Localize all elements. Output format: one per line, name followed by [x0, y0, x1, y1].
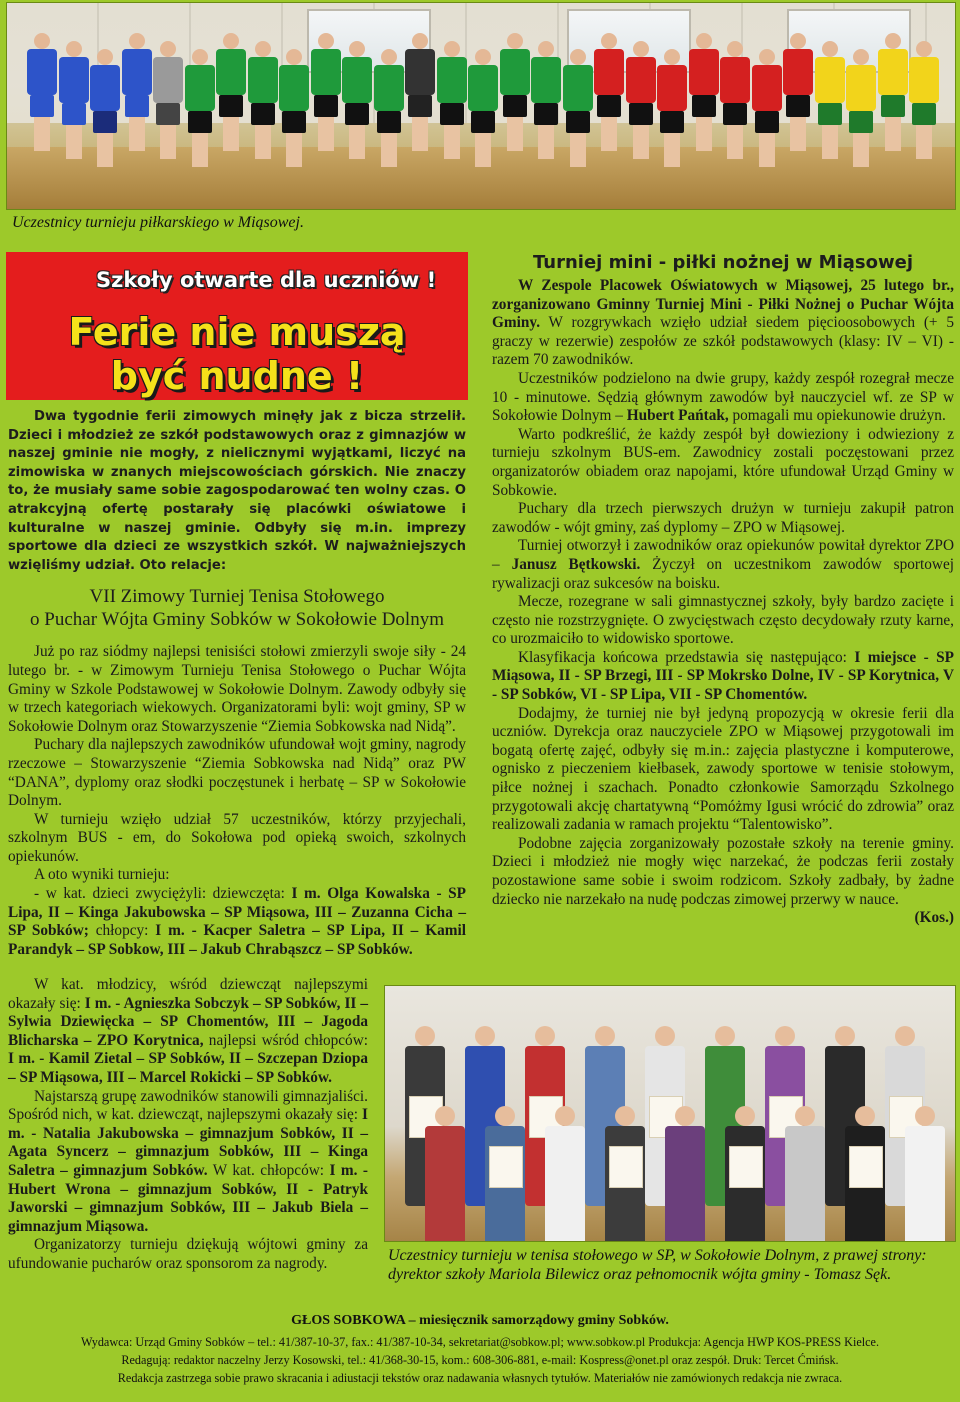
player-figure	[468, 49, 498, 167]
lead-paragraph: Dwa tygodnie ferii zimowych minęły jak z bicza strzelił. Dzieci i młodzież ze szkół podstawowych oraz z gimnazjów w naszej gminie nie mogły, z nielicznymi wyjątkami, liczyć na zimowiska w znanych miejscowościach górskich. Nie znaczy to, że musiały same sobie zagospodarować ten wolny czas. O atrakcyjną ofertę postarały się placówki oświatowe i kulturalne w naszej gminie. Odbyły się m.in. imprezy sportowe dla dzieci ze wszystkich szkół. W najważniejszych wzięliśmy udział. Oto relacje:	[8, 409, 466, 573]
tennis-participants-photo	[384, 985, 956, 1242]
player-figure	[122, 33, 152, 151]
tennis-results-children: - w kat. dzieci zwyciężyli: dziewczęta: I m. Olga Kowalska - SP Lipa, II – Kinga Jakubowska – SP Miąsowa, III – Zuzanna Cicha – SP Sobków; chłopcy: I m. - Kacper Saletra – SP Lipa, II – Kamil Parandyk – SP Sobkow, III – Jakub Chrabąszcz – SP Sobków.	[8, 885, 466, 958]
football-paragraph: Warto podkreślić, że każdy zespół był dowieziony i odwieziony z turnieju szkolnym BUS-em. Zawodnicy zostali poczęstowani przez organizatorów obiadem oraz napojami, które ufundował Urząd Gminy w Sobkowie.	[492, 425, 954, 499]
football-team-photo	[6, 2, 956, 210]
author-signature: (Kos.)	[914, 909, 954, 927]
player-figure	[437, 41, 467, 159]
football-paragraph: Puchary dla trzech pierwszych drużyn w turnieju zakupił patron zawodów - wójt gminy, zaś dyplomy – ZPO w Miąsowej.	[492, 500, 954, 536]
participant-figure	[425, 1106, 465, 1242]
player-figure	[311, 33, 341, 151]
player-figure	[531, 41, 561, 159]
football-title: Turniej mini - piłki nożnej w Miąsowej	[532, 252, 913, 273]
football-results: Klasyfikacja końcowa przedstawia się następująco: I miejsce - SP Miąsowa, II - SP Brzegi, III - SP Mokrsko Dolne, IV - SP Korytnica, V - SP Sobków, VI - SP Lipa, VII - SP Chomentów.	[492, 648, 954, 704]
player-figure	[594, 33, 624, 151]
player-figure	[90, 49, 120, 167]
publisher-line: Wydawca: Urząd Gminy Sobków – tel.: 41/387-10-37, fax.: 41/387-10-34, sekretariat@sobkow.pl; www.sobkow.pl Produkcja: Agencja HWP KOS-PRESS Kielce.	[80, 1335, 880, 1349]
diploma	[489, 1146, 523, 1188]
player-figure	[216, 33, 246, 151]
player-figure	[626, 41, 656, 159]
headline-title-line1: Ferie nie muszą	[68, 310, 406, 354]
player-figure	[27, 33, 57, 151]
tennis-title-line2: o Puchar Wójta Gminy Sobków w Sokołowie Dolnym	[30, 609, 444, 631]
player-figure	[783, 33, 813, 151]
player-figure	[909, 41, 939, 159]
player-figure	[563, 49, 593, 167]
tennis-paragraph: A oto wyniki turnieju:	[34, 866, 170, 884]
tennis-results-gymnasium: Najstarszą grupę zawodników stanowili gimnazjaliści. Spośród nich, w kat. dziewcząt, najlepszymi okazały się: I m. - Natalia Jakubowska – gimnazjum Sobków, II – Agata Syncerz – gimnazjum Sobków, III – Kinga Saletra – gimnazjum Sobków. W kat. chłopców: I m. - Hubert Wrona – gimnazjum Sobków, II - Patryk Jaworski – gimnazjum Sobków, III – Jakub Biela – gimnazjum Miąsowa.	[8, 1087, 369, 1235]
diploma	[849, 1146, 883, 1188]
editors-line: Redagują: redaktor naczelny Jerzy Kosowski, tel.: 41/368-30-15, kom.: 608-306-881, e-mail: Kospress@onet.pl oraz zespół. Druk: Tercet Ćmińsk.	[121, 1353, 839, 1367]
tennis-paragraph: Już po raz siódmy najlepsi tenisiści stołowi zmierzyli swoje siły - 24 lutego br. - w Zimowym Turnieju Tenisa Stołowego o Puchar Wójta Gminy w Szkole Podstawowej w Sokołowie Dolnym. Zawody odbyły się w trzech kategoriach wiekowych. Organizatorami byli: wojt gminy, SP w Sokołowie Dolnym oraz Stowarzyszenie “Ziemia Sobkowska nad Nidą”.	[8, 643, 466, 735]
football-paragraph: Dodajmy, że turniej nie był jedyną propozycją w okresie ferii dla uczniów. Dyrekcja oraz nauczyciele ZPO w Miąsowej przygotowali im bogatą ofertę zajęć, odbyły się m.in.: zajęcia plastyczne i komputerowe, ognisko z pieczeniem kiełbasek, zawody sportowe w tenisie stołowym, piłce nożnej i szachach. Ponadto członkowie Samorządu Szkolnego przygotowali akcję chartatywną “Pomóżmy Igusi wrócić do zdrowia” oraz realizowali zadania w ramach projektu “Talentowisko”.	[492, 704, 954, 834]
bottom-photo-caption: Uczestnicy turnieju w tenisa stołowego w SP, w Sokołowie Dolnym, z prawej strony: dyrektor szkoły Mariola Bilewicz oraz pełnomocnik wójta gminy - Tomasz Sęk.	[388, 1247, 927, 1283]
diploma	[609, 1146, 643, 1188]
player-figure	[720, 41, 750, 159]
left-column	[8, 408, 466, 959]
masthead-title: GŁOS SOBKOWA – miesięcznik samorządowy gminy Sobków.	[291, 1313, 669, 1328]
player-figure	[500, 33, 530, 151]
football-paragraph: W Zespole Placowek Oświatowych w Miąsowej, 25 lutego br., zorganizowano Gminny Turniej Mini - Piłki Nożnej o Puchar Wójta Gminy. W rozgrywkach wzięło udział siedem pięcioosobowych (+ 5 graczy w rezerwie) zespołów ze szkół podstawowych (klasy: IV – VI) - razem 70 zawodników.	[492, 277, 954, 369]
player-figure	[405, 33, 435, 151]
left-column-lower	[8, 976, 368, 1274]
tennis-title	[8, 585, 466, 631]
player-figure	[59, 41, 89, 159]
participant-figure	[785, 1106, 825, 1242]
participant-figure	[545, 1106, 585, 1242]
player-figure	[185, 49, 215, 167]
masthead-footer	[0, 1312, 960, 1387]
tennis-paragraph: W turnieju wzięło udział 57 uczestników, którzy przyjechali, szkolnym BUS - em, do Sokołowa pod opieką swoich, szkolnych opiekunów.	[8, 810, 466, 865]
football-paragraph: Turniej otworzył i zawodników oraz opiekunów powitał dyrektor ZPO – Janusz Bętkowski. Życzył on uczestnikom zawodów sportowej rywalizacji oraz sukcesów na boisku.	[492, 537, 954, 592]
tennis-paragraph: Puchary dla najlepszych zawodników ufundował wojt gminy, nagrody rzeczowe – Stowarzyszenie “Ziemia Sobkowska nad Nidą” oraz PW “DANA”, dyplomy oraz słodki poczęstunek i herbatę – SP w Sokołowie Dolnym.	[8, 736, 466, 810]
top-photo-caption: Uczestnicy turnieju piłkarskiego w Miąsowej.	[12, 214, 304, 231]
tennis-results-juniors: W kat. młodzicy, wśród dziewcząt najlepszymi okazały się: I m. - Agnieszka Sobczyk – SP Sobków, II – Sylwia Dziewięcka – SP Chomentów, III – Jagoda Blicharska – ZPO Korytnica, najlepsi wśród chłopców: I m. - Kamil Zietal – SP Sobków, II – Szczepan Dziopa – SP Miąsowa, III – Marcel Rokicki – SP Sobków.	[8, 976, 368, 1086]
player-figure	[752, 49, 782, 167]
disclaimer-line: Redakcja zastrzega sobie prawo skracania i adiustacji tekstów oraz nadawania własnych tytułów. Materiałów nie zamówionych redakcja nie zwraca.	[117, 1371, 843, 1385]
player-figure	[153, 41, 183, 159]
headline-kicker: Szkoły otwarte dla uczniów !	[96, 268, 437, 292]
football-paragraph: Podobne zajęcia zorganizowały pozostałe szkoły na terenie gminy. Dzieci i młodzież nie mogły więc narzekać, że podczas ferii zostały pozostawione same sobie i swoim rodzicom. Szkoły zadbały, by żadne dziecko nie narzekało na nudę podczas zimowej przerwy w nauce. (Kos.)	[492, 834, 954, 927]
player-figure	[846, 49, 876, 167]
player-figure	[878, 33, 908, 151]
player-figure	[342, 41, 372, 159]
diploma	[729, 1146, 763, 1188]
headline-title-line2: być nudne !	[110, 354, 364, 398]
player-figure	[279, 49, 309, 167]
participant-figure	[905, 1106, 945, 1242]
player-figure	[689, 33, 719, 151]
right-column	[492, 277, 954, 928]
participant-figure	[665, 1106, 705, 1242]
headline-box	[6, 252, 468, 400]
tennis-paragraph: Organizatorzy turnieju dziękują wójtowi gminy za ufundowanie pucharów oraz sponsorom za nagrody.	[8, 1236, 368, 1272]
player-figure	[815, 41, 845, 159]
football-paragraph: Uczestników podzielono na dwie grupy, każdy zespół rozegrał mecze 10 - minutowe. Sędzią głównym zawodów był nauczyciel wf. ze SP w Sokołowie Dolnym – Hubert Pańtak, pomagali mu opiekunowie drużyn.	[492, 369, 954, 425]
player-figure	[657, 49, 687, 167]
player-figure	[374, 49, 404, 167]
player-figure	[248, 41, 278, 159]
tennis-title-line1: VII Zimowy Turniej Tenisa Stołowego	[89, 586, 385, 608]
football-paragraph: Mecze, rozegrane w sali gimnastycznej szkoły, były bardzo zacięte i często nie rozstrzygnięte. O zwycięstwach często decydowały rzuty karne, co urozmaiciło to widowisko sportowe.	[492, 593, 954, 648]
